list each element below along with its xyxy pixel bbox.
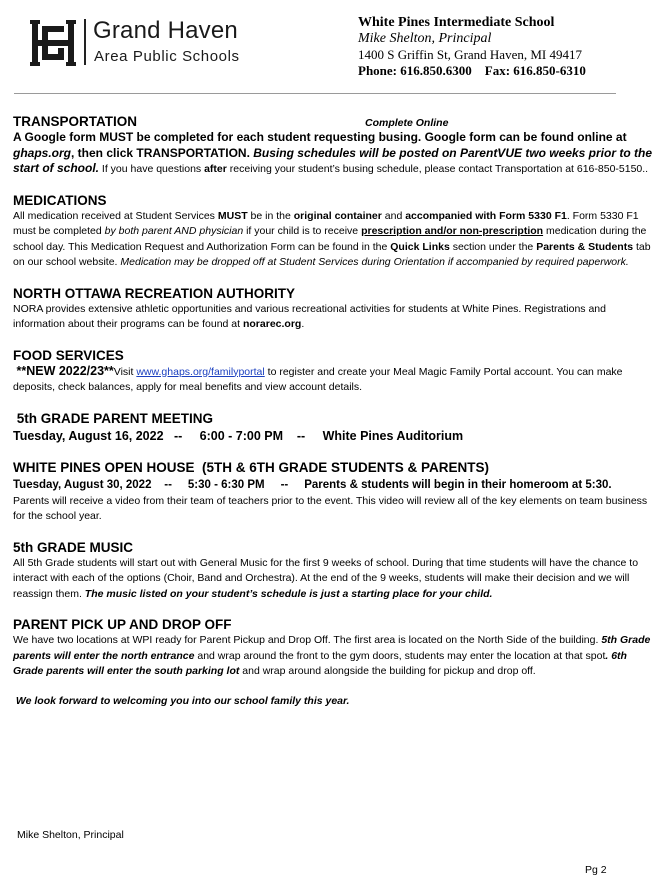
transportation-text-1: A Google form MUST be completed for each student requesting busing. Google form can be found online at [13,130,627,144]
medications-text [13,209,653,271]
school-phone: Phone: 616.850.6300 Fax: 616.850-6310 [358,63,586,78]
school-address: 1400 S Griffin St, Grand Haven, MI 49417 [358,47,582,62]
transportation-text-3: If you have questions [99,163,205,175]
district-subtitle: Area Public Schools [94,48,240,65]
pickup-heading: PARENT PICK UP AND DROP OFF [13,617,232,632]
parent-meeting-details: Tuesday, August 16, 2022 -- 6:00 - 7:00 PM -- White Pines Auditorium [13,428,464,443]
transportation-section [13,113,653,178]
medications-section [13,192,653,271]
transportation-site: ghaps.org [13,145,72,160]
school-info [358,15,586,79]
transportation-heading: TRANSPORTATION [13,114,137,129]
pickup-section [13,616,653,680]
med-text-7: section under the [449,240,537,253]
pickup-text-1: We have two locations at WPI ready for Parent Pickup and Drop Off. The first area is located on the North Side of the building. [13,634,602,646]
gh-logo-icon [30,18,76,68]
logo-divider [84,19,86,65]
parent-meeting-heading: 5th GRADE PARENT MEETING [13,410,214,426]
med-parents-students: Parents & Students [536,240,634,253]
family-portal-link[interactable]: www.ghaps.org/familyportal [136,365,265,378]
transportation-text [13,130,653,178]
food-new-label: **NEW 2022/23** [13,363,114,378]
signoff: Mike Shelton, Principal [17,829,124,841]
med-text-6: medication during the school day. This Medication Request and Authorization Form can be found in the [13,225,647,253]
nora-text-2: . [301,318,305,330]
nora-text [13,302,653,333]
page-number: Pg 2 [585,864,607,876]
letter-body [13,113,653,709]
music-note: The music listed on your student’s schedule is just a starting place for your child. [84,587,493,600]
parent-meeting-section [13,410,653,445]
med-text-3: and [381,209,406,222]
food-section [13,347,653,396]
nora-section [13,285,653,333]
med-prescription: prescription and/or non-prescription [361,225,544,237]
med-quick-links: Quick Links [390,240,450,253]
med-form: accompanied with Form 5330 F1 [405,209,567,222]
school-name: White Pines Intermediate School [358,15,555,30]
food-heading: FOOD SERVICES [13,347,124,363]
principal-name: Mike Shelton, Principal [358,31,492,46]
district-name: Grand Haven [93,17,238,44]
transportation-text-2: , then click TRANSPORTATION. [71,145,254,160]
pickup-6th-grade: . 6th Grade parents will enter the south parking lot [13,649,627,677]
pickup-text-3: and wrap around alongside the building for pickup and drop off. [239,665,536,677]
food-text [13,364,653,396]
open-house-heading: WHITE PINES OPEN HOUSE (5TH & 6TH GRADE STUDENTS & PARENTS) [13,459,490,475]
pickup-text [13,633,653,680]
closing-line: We look forward to welcoming you into our school family this year. [13,694,350,707]
nora-text-1: NORA provides extensive athletic opportunities and various recreational activities for students at White Pines. Registrations and information about their programs can be found at [13,302,606,330]
music-heading: 5th GRADE MUSIC [13,539,134,555]
med-text-1: All medication received at Student Services [13,209,218,222]
transportation-after: after [204,163,227,175]
food-text-2: to register and create your Meal Magic Family Portal account. You can make deposits, check balances, apply for meal benefits and view account details. [13,365,623,393]
med-text-4: . Form 5330 F1 must be completed [13,209,639,237]
transportation-schedule-note: Busing schedules will be posted on ParentVUE two weeks prior to the start of school. [13,145,653,175]
med-parent-physician: by both parent AND physician [104,225,244,237]
music-text-1: All 5th Grade students will start out with General Music for the first 9 weeks of school. During that time students will have the chance to interact with each of the options (Choir, Band and Orchestra). At the end of the 9 weeks, students will make their decision and we will reassign them. [13,556,639,600]
med-dropoff-note: Medication may be dropped off at Student Services during Orientation if accompanied by required paperwork. [120,256,629,268]
med-must: MUST [217,209,248,222]
nora-heading: NORTH OTTAWA RECREATION AUTHORITY [13,285,295,301]
food-text-1: Visit [113,365,137,378]
header-divider [14,93,616,94]
open-house-text: Parents will receive a video from their team of teachers prior to the event. This video will review all of the key elements on team business for the school year. [13,494,648,522]
pickup-5th-grade: 5th Grade parents will enter the north entrance [13,634,651,662]
nora-site: norarec.org [242,318,302,330]
open-house-details: Tuesday, August 30, 2022 -- 5:30 - 6:30 PM -- Parents & students will begin in their homeroom at 5:30. [13,478,612,491]
med-original: original container [293,209,382,222]
music-section [13,539,653,603]
med-text-5: if your child is to receive [243,225,362,237]
music-text [13,556,653,603]
open-house-section [13,459,653,525]
transportation-text-4: receiving your student’s busing schedule, please contact Transportation at 616-850-5150.. [226,163,649,175]
medications-heading: MEDICATIONS [13,192,107,208]
med-text-8: tab on our school website. [13,240,651,268]
med-text-2: be in the [247,209,294,222]
pickup-text-2: and wrap around the front to the gym doors, students may enter the location at that spot [194,649,606,662]
complete-online-note: Complete Online [365,117,449,129]
